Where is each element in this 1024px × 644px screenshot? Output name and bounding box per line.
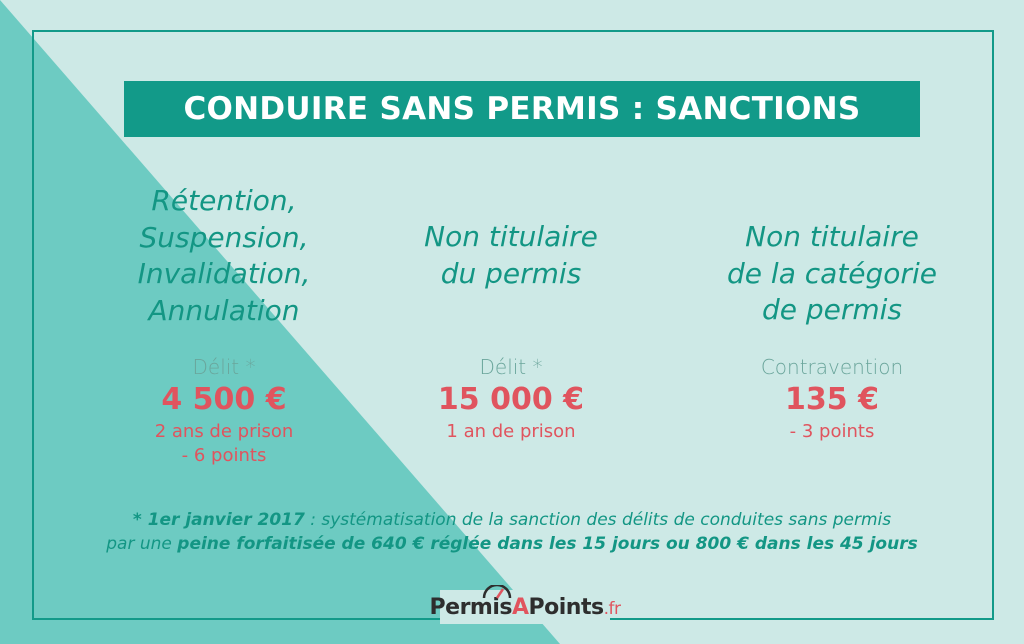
heading-line: Invalidation, (137, 257, 311, 290)
permis-a-points-logo (430, 595, 621, 620)
logo-part: A (512, 594, 529, 620)
heading-line: Suspension, (139, 220, 309, 254)
fine-amount: 4 500 € (161, 382, 287, 417)
logo-tld: .fr (603, 598, 621, 619)
penalty-details (682, 420, 982, 444)
page-title: CONDUIRE SANS PERMIS : SANCTIONS (124, 81, 920, 137)
heading-line: Annulation (148, 293, 300, 327)
penalty-details (74, 420, 374, 468)
heading-line: Rétention, (151, 184, 297, 217)
heading-line: Non titulaire (424, 220, 598, 253)
footnote (0, 508, 1024, 556)
penalty-line: - 6 points (181, 445, 267, 466)
penalty-line: 1 an de prison (446, 421, 576, 442)
logo-part: Points (528, 594, 604, 620)
logo-container (429, 590, 621, 624)
fine-amount: 15 000 € (437, 382, 585, 417)
heading-line: du permis (440, 256, 582, 290)
column-heading (74, 183, 374, 329)
footnote-text: par une (106, 534, 178, 554)
column-heading (361, 219, 661, 292)
penalty-line: 2 ans de prison (154, 421, 294, 442)
penalty-details (361, 420, 661, 444)
heading-line: de permis (761, 293, 903, 326)
footnote-date: * 1er janvier 2017 (132, 510, 305, 530)
offense-type: Délit * (479, 355, 543, 379)
footnote-line-1 (0, 508, 1024, 532)
heading-line: de la catégorie (727, 256, 937, 290)
footnote-text: : systématisation de la sanction des délits de conduites sans permis (304, 510, 892, 530)
fine-amount: 135 € (785, 382, 879, 417)
speedometer-icon (482, 585, 512, 599)
offense-type: Contravention (760, 355, 904, 379)
heading-line: Non titulaire (745, 220, 919, 253)
offense-type: Délit * (192, 355, 256, 379)
column-heading (682, 219, 982, 329)
footnote-emphasis: peine forfaitisée de 640 € réglée dans les 15 jours ou 800 € dans les 45 jours (177, 534, 918, 554)
footnote-line-2 (0, 532, 1024, 556)
logo-part: Permis (429, 594, 512, 620)
penalty-line: - 3 points (789, 421, 875, 442)
